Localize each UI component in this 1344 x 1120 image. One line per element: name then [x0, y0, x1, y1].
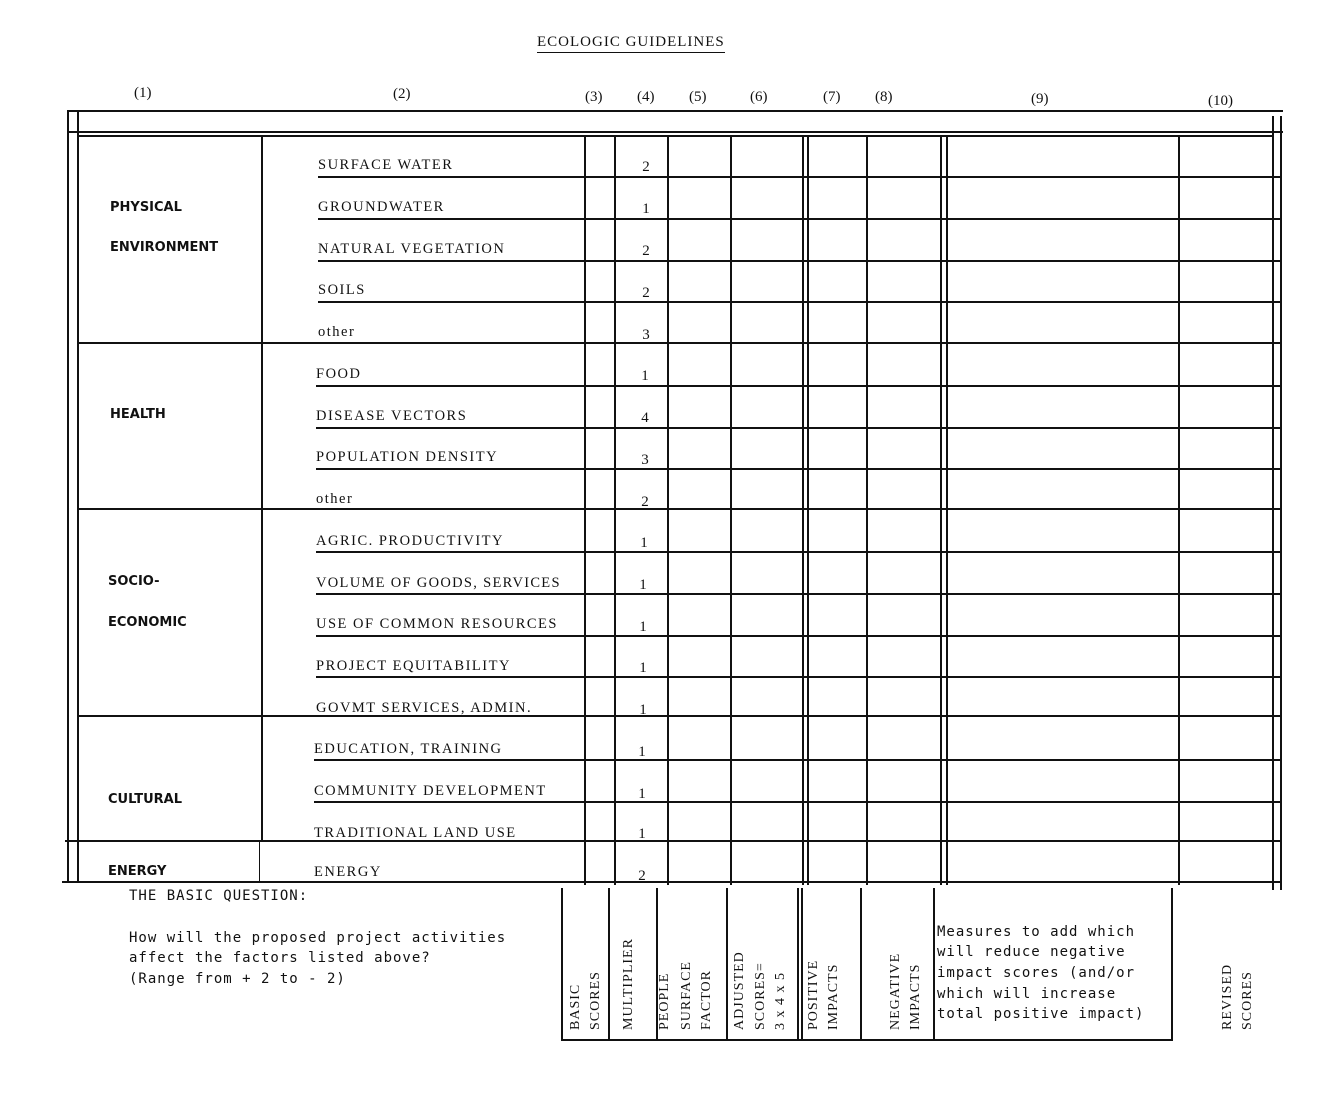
- col-separator-7-8: [866, 135, 868, 885]
- basic-question-line3: (Range from + 2 to - 2): [129, 971, 346, 987]
- key-separator: [726, 888, 728, 1040]
- header-people-2: SURFACE: [679, 961, 694, 1030]
- col-separator-5-6: [730, 135, 732, 885]
- category-socio-line1: SOCIO-: [108, 574, 160, 589]
- table-left-border: [67, 110, 69, 883]
- row-line-3: [318, 260, 1280, 262]
- key-separator: [1171, 888, 1173, 1040]
- col-separator-4-5: [667, 135, 669, 885]
- factor-label: USE OF COMMON RESOURCES: [316, 616, 558, 632]
- category-socio-line2: ECONOMIC: [108, 615, 187, 630]
- key-separator: [797, 888, 799, 1040]
- row-line-10: [316, 551, 1280, 553]
- column-number-4: (4): [637, 89, 655, 105]
- basic-question-heading: THE BASIC QUESTION:: [129, 888, 309, 904]
- category-cultural: CULTURAL: [108, 792, 183, 807]
- col-separator-1-2: [261, 135, 263, 841]
- category-physical-line2: ENVIRONMENT: [110, 240, 219, 255]
- key-border-left: [561, 888, 563, 1040]
- table-header-border-inner: [77, 135, 1273, 137]
- key-separator: [801, 888, 803, 1040]
- multiplier-value: 1: [639, 577, 647, 593]
- header-adjusted-2: SCORES=: [753, 962, 768, 1030]
- factor-label: SURFACE WATER: [318, 157, 454, 173]
- factor-label: POPULATION DENSITY: [316, 449, 499, 465]
- category-physical-line1: PHYSICAL: [110, 200, 182, 215]
- factor-label: FOOD: [316, 366, 362, 382]
- row-line-11: [316, 593, 1280, 595]
- col-separator-9-10: [1178, 135, 1180, 885]
- row-line-15: [314, 759, 1280, 761]
- page-title: ECOLOGIC GUIDELINES: [537, 34, 725, 53]
- header-basic-scores-2: SCORES: [588, 971, 603, 1030]
- factor-label: VOLUME OF GOODS, SERVICES: [316, 575, 561, 591]
- col-separator-2-3: [584, 135, 586, 885]
- multiplier-value: 1: [640, 535, 648, 551]
- factor-label: AGRIC. PRODUCTIVITY: [316, 533, 504, 549]
- col-separator-6-7-b: [807, 135, 809, 885]
- column-number-2: (2): [393, 86, 411, 102]
- table-right-border: [1280, 116, 1282, 890]
- factor-label: DISEASE VECTORS: [316, 408, 468, 424]
- row-line-7: [316, 427, 1280, 429]
- factor-label: other: [318, 324, 356, 340]
- multiplier-value: 1: [642, 201, 650, 217]
- multiplier-value: 2: [642, 159, 650, 175]
- multiplier-value: 1: [639, 702, 647, 718]
- row-line-12: [316, 635, 1280, 637]
- category-border-cultural: [77, 715, 1280, 717]
- col-separator-6-7-a: [802, 135, 804, 885]
- category-border-health: [77, 342, 1280, 344]
- header-people-3: FACTOR: [699, 970, 714, 1030]
- factor-label: EDUCATION, TRAINING: [314, 741, 503, 757]
- column-number-8: (8): [875, 89, 893, 105]
- multiplier-value: 4: [641, 410, 649, 426]
- category-border-energy: [65, 840, 1280, 842]
- col-separator-1-2-energy: [259, 841, 260, 883]
- table-bottom-border: [62, 881, 1282, 883]
- factor-label: SOILS: [318, 282, 366, 298]
- factor-label: ENERGY: [314, 864, 382, 880]
- header-measures-line1: Measures to add which: [937, 924, 1136, 940]
- multiplier-value: 1: [638, 786, 646, 802]
- header-basic-scores-1: BASIC: [568, 983, 583, 1030]
- header-measures-line3: impact scores (and/or: [937, 965, 1136, 981]
- header-measures-line4: which will increase: [937, 986, 1117, 1002]
- basic-question-line2: affect the factors listed above?: [129, 950, 431, 966]
- key-separator: [608, 888, 610, 1040]
- column-number-1: (1): [134, 85, 152, 101]
- table-right-border-inner: [1272, 116, 1274, 890]
- multiplier-value: 3: [641, 452, 649, 468]
- header-measures-line5: total positive impact): [937, 1006, 1145, 1022]
- header-revised-1: REVISED: [1220, 963, 1235, 1030]
- row-line-6: [316, 385, 1280, 387]
- factor-label: COMMUNITY DEVELOPMENT: [314, 783, 547, 799]
- row-line-16: [314, 801, 1280, 803]
- header-negative-2: IMPACTS: [908, 963, 923, 1030]
- header-adjusted-3: 3 x 4 x 5: [773, 972, 788, 1030]
- factor-label: TRADITIONAL LAND USE: [314, 825, 517, 841]
- multiplier-value: 1: [639, 660, 647, 676]
- multiplier-value: 1: [638, 826, 646, 842]
- table-top-border: [67, 110, 1283, 112]
- table-left-border-inner: [77, 110, 79, 883]
- header-positive-2: IMPACTS: [826, 963, 841, 1030]
- col-separator-8-9-b: [946, 135, 948, 885]
- row-line-13: [316, 676, 1280, 678]
- header-people-1: PEOPLE: [657, 972, 672, 1030]
- header-adjusted-1: ADJUSTED: [732, 951, 747, 1030]
- column-number-9: (9): [1031, 91, 1049, 107]
- column-number-6: (6): [750, 89, 768, 105]
- column-number-3: (3): [585, 89, 603, 105]
- table-header-border: [67, 131, 1283, 133]
- key-separator: [860, 888, 862, 1040]
- column-number-5: (5): [689, 89, 707, 105]
- basic-question-line1: How will the proposed project activities: [129, 930, 507, 946]
- multiplier-value: 2: [641, 494, 649, 510]
- column-number-10: (10): [1208, 93, 1233, 109]
- header-negative-1: NEGATIVE: [888, 952, 903, 1030]
- header-multiplier: MULTIPLIER: [621, 938, 636, 1030]
- row-line-2: [318, 218, 1280, 220]
- multiplier-value: 2: [638, 868, 646, 884]
- factor-label: GROUNDWATER: [318, 199, 445, 215]
- multiplier-value: 2: [642, 243, 650, 259]
- row-line-8: [316, 468, 1280, 470]
- row-line-1: [318, 176, 1280, 178]
- category-health: HEALTH: [110, 407, 166, 422]
- factor-label: NATURAL VEGETATION: [318, 241, 506, 257]
- header-measures-line2: will reduce negative: [937, 944, 1126, 960]
- multiplier-value: 3: [642, 327, 650, 343]
- col-separator-3-4: [614, 135, 616, 885]
- factor-label: GOVMT SERVICES, ADMIN.: [316, 700, 533, 716]
- factor-label: other: [316, 491, 354, 507]
- col-separator-8-9-a: [940, 135, 942, 885]
- row-line-4: [318, 301, 1280, 303]
- category-energy: ENERGY: [108, 864, 167, 879]
- header-positive-1: POSITIVE: [806, 959, 821, 1030]
- multiplier-value: 1: [638, 744, 646, 760]
- header-revised-2: SCORES: [1240, 971, 1255, 1030]
- multiplier-value: 2: [642, 285, 650, 301]
- category-border-socio: [77, 508, 1280, 510]
- column-number-7: (7): [823, 89, 841, 105]
- key-border-bottom: [561, 1039, 1173, 1041]
- multiplier-value: 1: [639, 619, 647, 635]
- key-separator: [933, 888, 935, 1040]
- multiplier-value: 1: [641, 368, 649, 384]
- factor-label: PROJECT EQUITABILITY: [316, 658, 511, 674]
